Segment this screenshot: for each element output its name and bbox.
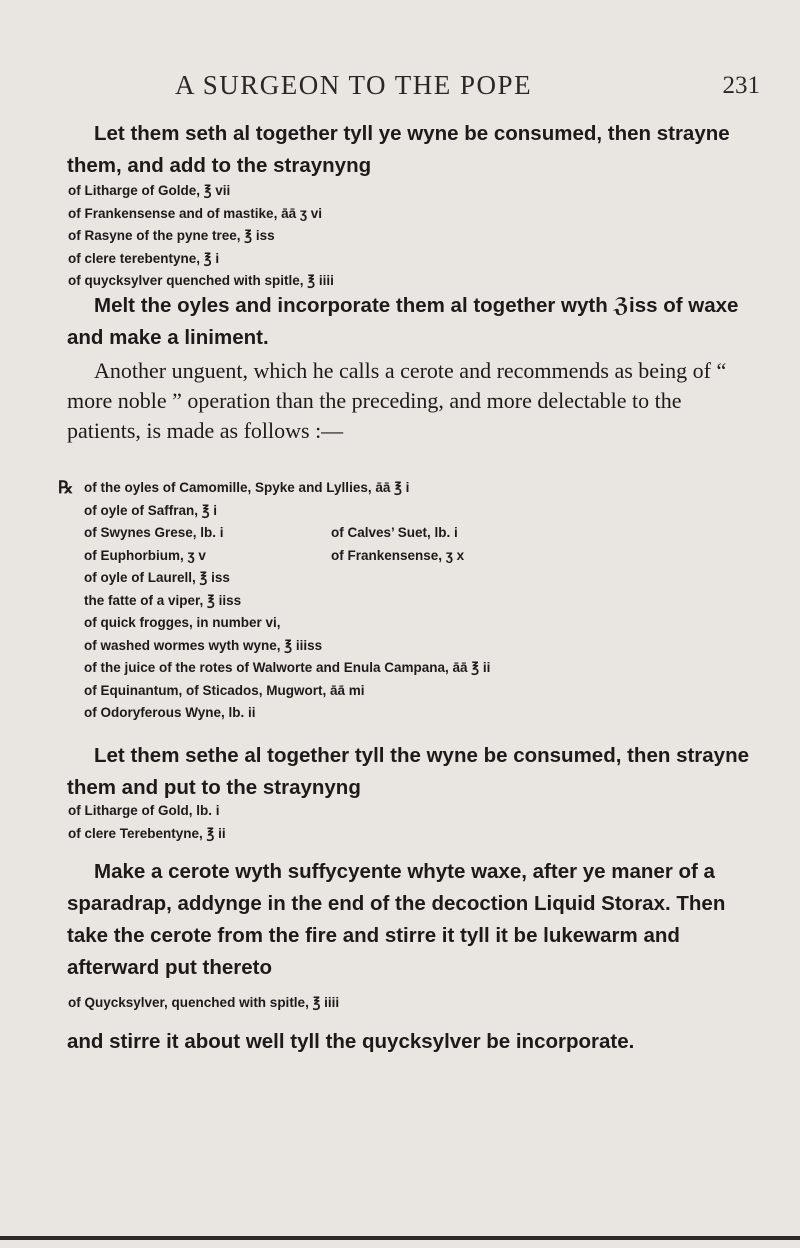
ingredient-line: of clere terebentyne, ℥ i (68, 250, 220, 266)
page-bottom-edge (0, 1236, 800, 1240)
recipe-line: of Odoryferous Wyne, lb. ii (84, 705, 256, 720)
recipe-line: of Frankensense, ʒ x (331, 547, 465, 563)
recipe-list (58, 477, 768, 725)
ingredient-line: of Frankensense and of mastike, āā ʒ vi (68, 205, 322, 221)
ingredient-line: of Rasyne of the pyne tree, ℥ iss (68, 228, 275, 243)
ingredient-line: of Litharge of Gold, lb. i (68, 803, 220, 818)
paragraph-6: and stirre it about well tyll the quycksylver be incorporate. (67, 1030, 635, 1053)
recipe-line: of Swynes Grese, lb. i (84, 525, 224, 540)
ingredient-line: of clere Terebentyne, ℥ ii (68, 825, 226, 841)
recipe-line: of quick frogges, in number vi, (84, 615, 281, 630)
running-title: A SURGEON TO THE POPE (175, 70, 533, 100)
ingredient-line: of Quycksylver, quenched with spitle, ℥ iiii (68, 995, 340, 1010)
ingredient-line: of quycksylver quenched with spitle, ℥ iiii (68, 273, 334, 288)
paragraph-3: Another unguent, which he calls a cerote and recommends as being of “ more noble ” operation than the preceding, and more delectable to the patients, is made as follows :— (67, 358, 727, 443)
paragraph-1: Let them seth al together tyll ye wyne be consumed, then strayne them, and add to the straynyng (67, 122, 730, 177)
recipe-line: the fatte of a viper, ℥ iiss (84, 592, 242, 608)
recipe-line: of oyle of Laurell, ℥ iss (84, 570, 230, 585)
page-number: 231 (722, 72, 760, 99)
recipe-line: of washed wormes wyth wyne, ℥ iiiss (84, 637, 323, 653)
rx-symbol: ℞ (58, 478, 74, 497)
ingredient-list-2 (68, 800, 768, 845)
running-header (175, 70, 760, 110)
recipe-line: of oyle of Saffran, ℥ i (84, 502, 218, 518)
recipe-line: of Calves’ Suet, lb. i (331, 525, 458, 540)
recipe-line: of the oyles of Camomille, Spyke and Lyllies, āā ℥ i (84, 480, 410, 495)
ingredient-line: of Litharge of Golde, ℥ vii (68, 183, 231, 198)
recipe-line: of Euphorbium, ʒ v (84, 547, 206, 563)
ingredient-list-1 (68, 180, 768, 293)
ingredient-list-3 (68, 992, 768, 1015)
paragraph-5: Make a cerote wyth suffycyente whyte waxe, after ye maner of a sparadrap, addynge in the end of the decoction Liquid Storax. Then take the cerote from the fire and stirre it tyll it be lukewarm and afterward put thereto (67, 860, 726, 979)
paragraph-4: Let them sethe al together tyll the wyne be consumed, then strayne them and put to the straynyng (67, 744, 750, 799)
recipe-line: of the juice of the rotes of Walworte and Enula Campana, āā ℥ ii (84, 660, 491, 675)
recipe-line: of Equinantum, of Sticados, Mugwort, āā mi (84, 682, 365, 698)
paragraph-2: Melt the oyles and incorporate them al together wyth ℨiss of waxe and make a liniment. (67, 294, 739, 349)
